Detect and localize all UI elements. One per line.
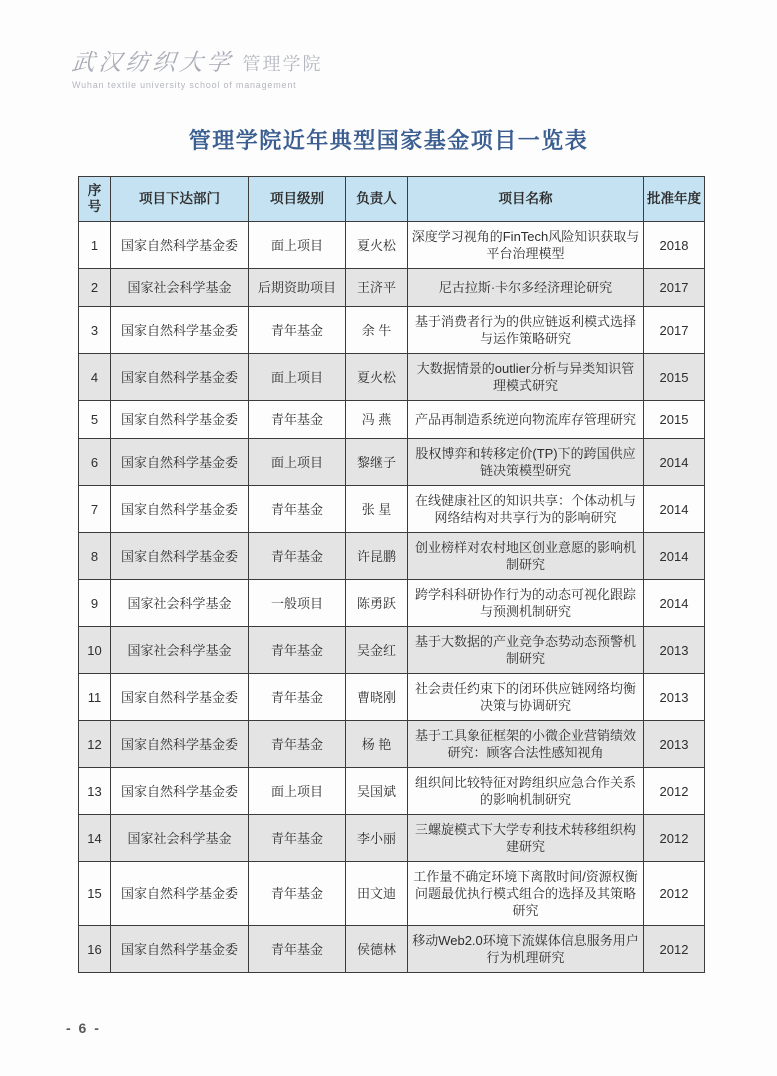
table-cell: 吴金红 (346, 627, 408, 674)
table-cell: 王济平 (346, 269, 408, 307)
table-cell: 国家社会科学基金 (111, 269, 249, 307)
table-cell: 国家自然科学基金委 (111, 439, 249, 486)
column-header: 序号 (79, 177, 111, 222)
table-row (79, 926, 705, 973)
table-cell: 青年基金 (249, 815, 346, 862)
table-cell: 跨学科科研协作行为的动态可视化跟踪与预测机制研究 (408, 580, 644, 627)
logo-english-caption: Wuhan textile university school of management (72, 80, 297, 90)
table-cell: 股权博弈和转移定价(TP)下的跨国供应链决策模型研究 (408, 439, 644, 486)
table-cell: 曹晓刚 (346, 674, 408, 721)
table-cell: 国家自然科学基金委 (111, 307, 249, 354)
table-cell: 大数据情景的outlier分析与异类知识管理模式研究 (408, 354, 644, 401)
table-cell: 组织间比较特征对跨组织应急合作关系的影响机制研究 (408, 768, 644, 815)
table-cell: 青年基金 (249, 926, 346, 973)
table-row (79, 439, 705, 486)
table-cell: 夏火松 (346, 354, 408, 401)
table-cell: 青年基金 (249, 862, 346, 926)
table-cell: 余 牛 (346, 307, 408, 354)
table-cell: 社会责任约束下的闭环供应链网络均衡决策与协调研究 (408, 674, 644, 721)
table-cell: 黎继子 (346, 439, 408, 486)
table-cell: 工作量不确定环境下离散时间/资源权衡问题最优执行模式组合的选择及其策略研究 (408, 862, 644, 926)
table-row (79, 486, 705, 533)
table-cell: 2012 (644, 768, 705, 815)
column-header: 项目级别 (249, 177, 346, 222)
table-cell: 基于消费者行为的供应链返利模式选择与运作策略研究 (408, 307, 644, 354)
table-cell: 国家自然科学基金委 (111, 486, 249, 533)
column-header: 项目下达部门 (111, 177, 249, 222)
table-cell: 国家社会科学基金 (111, 580, 249, 627)
table-row (79, 222, 705, 269)
university-logo (72, 44, 322, 90)
logo-chinese-line (72, 44, 322, 77)
logo-university-name: 武汉纺织大学 (70, 50, 236, 76)
table-cell: 国家社会科学基金 (111, 627, 249, 674)
table-cell: 国家社会科学基金 (111, 815, 249, 862)
table-cell: 国家自然科学基金委 (111, 354, 249, 401)
table-cell: 夏火松 (346, 222, 408, 269)
table-cell: 后期资助项目 (249, 269, 346, 307)
table-cell: 杨 艳 (346, 721, 408, 768)
table-cell: 基于大数据的产业竞争态势动态预警机制研究 (408, 627, 644, 674)
table-cell: 2014 (644, 439, 705, 486)
table-cell: 李小丽 (346, 815, 408, 862)
table-cell: 2017 (644, 307, 705, 354)
table-row (79, 768, 705, 815)
table-row (79, 533, 705, 580)
table-cell: 8 (79, 533, 111, 580)
table-cell: 青年基金 (249, 533, 346, 580)
table-cell: 青年基金 (249, 486, 346, 533)
table-cell: 6 (79, 439, 111, 486)
table-cell: 田文迪 (346, 862, 408, 926)
table-cell: 2012 (644, 862, 705, 926)
table-cell: 三螺旋模式下大学专利技术转移组织构建研究 (408, 815, 644, 862)
table-cell: 国家自然科学基金委 (111, 768, 249, 815)
table-cell: 4 (79, 354, 111, 401)
table-cell: 2017 (644, 269, 705, 307)
table-cell: 冯 燕 (346, 401, 408, 439)
table-cell: 1 (79, 222, 111, 269)
document-title: 管理学院近年典型国家基金项目一览表 (188, 128, 589, 153)
table-cell: 一般项目 (249, 580, 346, 627)
table-cell: 面上项目 (249, 768, 346, 815)
table-cell: 尼古拉斯·卡尔多经济理论研究 (408, 269, 644, 307)
table-cell: 面上项目 (249, 222, 346, 269)
column-header: 批准年度 (644, 177, 705, 222)
table-cell: 2013 (644, 721, 705, 768)
column-header: 负责人 (346, 177, 408, 222)
table-row (79, 401, 705, 439)
table-cell: 16 (79, 926, 111, 973)
table-header-row (79, 177, 705, 222)
table-cell: 国家自然科学基金委 (111, 926, 249, 973)
table-cell: 面上项目 (249, 439, 346, 486)
table-cell: 许昆鹏 (346, 533, 408, 580)
table-cell: 2012 (644, 926, 705, 973)
table-cell: 2 (79, 269, 111, 307)
table-cell: 陈勇跃 (346, 580, 408, 627)
table-cell: 2018 (644, 222, 705, 269)
table-cell: 2014 (644, 486, 705, 533)
column-header: 项目名称 (408, 177, 644, 222)
table-cell: 国家自然科学基金委 (111, 721, 249, 768)
table-cell: 国家自然科学基金委 (111, 222, 249, 269)
table-cell: 13 (79, 768, 111, 815)
table-cell: 青年基金 (249, 307, 346, 354)
table-cell: 青年基金 (249, 627, 346, 674)
table-cell: 2015 (644, 354, 705, 401)
table-cell: 青年基金 (249, 674, 346, 721)
table-cell: 创业榜样对农村地区创业意愿的影响机制研究 (408, 533, 644, 580)
table-cell: 2013 (644, 627, 705, 674)
table-row (79, 674, 705, 721)
table-cell: 在线健康社区的知识共享：个体动机与网络结构对共享行为的影响研究 (408, 486, 644, 533)
table-row (79, 627, 705, 674)
table-cell: 15 (79, 862, 111, 926)
table-cell: 7 (79, 486, 111, 533)
table-row (79, 307, 705, 354)
table-cell: 国家自然科学基金委 (111, 862, 249, 926)
table-cell: 青年基金 (249, 721, 346, 768)
table-cell: 侯德林 (346, 926, 408, 973)
table-cell: 10 (79, 627, 111, 674)
table-cell: 14 (79, 815, 111, 862)
table-cell: 11 (79, 674, 111, 721)
table-row (79, 721, 705, 768)
table-cell: 2015 (644, 401, 705, 439)
table-row (79, 580, 705, 627)
table-cell: 12 (79, 721, 111, 768)
table-cell: 国家自然科学基金委 (111, 533, 249, 580)
page-number: - 6 - (66, 1020, 101, 1036)
table-cell: 青年基金 (249, 401, 346, 439)
table-row (79, 862, 705, 926)
table-cell: 移动Web2.0环境下流媒体信息服务用户行为机理研究 (408, 926, 644, 973)
table-row (79, 354, 705, 401)
table-cell: 5 (79, 401, 111, 439)
table-cell: 深度学习视角的FinTech风险知识获取与平台治理模型 (408, 222, 644, 269)
table-cell: 基于工具象征框架的小微企业营销绩效研究：顾客合法性感知视角 (408, 721, 644, 768)
logo-department-name: 管理学院 (242, 54, 323, 74)
table-cell: 面上项目 (249, 354, 346, 401)
table-cell: 2012 (644, 815, 705, 862)
table-row (79, 815, 705, 862)
table-cell: 2014 (644, 533, 705, 580)
table-cell: 张 星 (346, 486, 408, 533)
table-cell: 产品再制造系统逆向物流库存管理研究 (408, 401, 644, 439)
table-cell: 吴国斌 (346, 768, 408, 815)
table-cell: 9 (79, 580, 111, 627)
table-cell: 国家自然科学基金委 (111, 674, 249, 721)
projects-table (78, 176, 705, 973)
table-cell: 2013 (644, 674, 705, 721)
table-row (79, 269, 705, 307)
table-cell: 2014 (644, 580, 705, 627)
table-cell: 国家自然科学基金委 (111, 401, 249, 439)
table-cell: 3 (79, 307, 111, 354)
